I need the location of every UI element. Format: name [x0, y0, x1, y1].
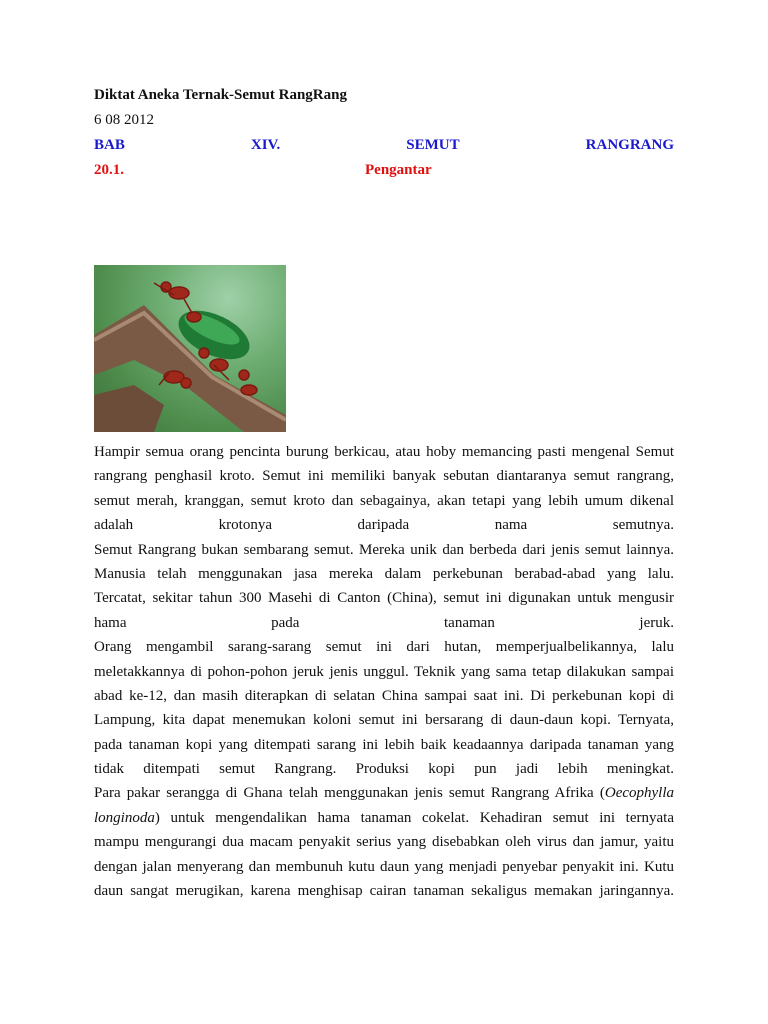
text-line: Semut Rangrang bukan sembarang semut. Mereka unik dan berbeda dari jenis semut lainnya. [94, 541, 674, 558]
text-line [94, 781, 674, 805]
document-date: 6 08 2012 [94, 112, 154, 128]
text-segment: Para pakar serangga di Ghana telah menggunakan jenis semut Rangrang Afrika ( [94, 785, 605, 802]
text-line: adalah krotonya daripada nama semutnya. [94, 517, 674, 534]
text-line: tidak ditempati semut Rangrang. Produksi kopi pun jadi lebih meningkat. [94, 761, 674, 778]
text-line: semut merah, kranggan, semut kroto dan sebagainya, akan tetapi yang lebih umum dikenal [94, 492, 674, 509]
chapter-heading [94, 137, 674, 154]
body-text [94, 440, 674, 903]
text-line: Orang mengambil sarang-sarang semut ini dari hutan, memperjualbelikannya, lalu [94, 639, 674, 656]
document-title: Diktat Aneka Ternak-Semut RangRang [94, 87, 347, 103]
text-line: daun sangat merugikan, karena menghisap cairan tanaman sekaligus memakan jaringannya. [94, 883, 674, 900]
ant-photo [94, 265, 286, 432]
section-number: 20.1. [94, 162, 124, 178]
text-line: mampu mengurangi dua macam penyakit serius yang disebabkan oleh virus dan jamur, yaitu [94, 834, 674, 851]
text-segment: ) untuk mengendalikan hama tanaman cokelat. Kehadiran semut ini ternyata [154, 809, 674, 826]
ant-photo-icon [94, 265, 286, 432]
chapter-word: RANGRANG [585, 137, 674, 153]
text-line: Lampung, kita dapat menemukan koloni semut ini bersarang di daun-daun kopi. Ternyata, [94, 712, 674, 729]
chapter-word: BAB [94, 137, 125, 153]
text-line [94, 806, 674, 830]
text-line: Manusia telah menggunakan jasa mereka dalam perkebunan berabad-abad yang lalu. [94, 565, 674, 582]
species-name: Oecophylla [604, 785, 674, 802]
text-line: meletakkannya di pohon-pohon jeruk jenis unggul. Teknik yang sama tetap dilakukan sampai [94, 663, 674, 680]
text-line: pada tanaman kopi yang ditempati sarang ini lebih baik keadaannya daripada tanaman yang [94, 736, 674, 753]
chapter-word: XIV. [250, 137, 281, 153]
species-name: longinoda [94, 809, 155, 826]
text-line: rangrang penghasil kroto. Semut ini memiliki banyak sebutan diantaranya semut rangrang, [94, 468, 674, 485]
chapter-word: SEMUT [406, 137, 460, 153]
section-title: Pengantar [365, 162, 432, 178]
text-line: Hampir semua orang pencinta burung berkicau, atau hoby memancing pasti mengenal Semut [94, 444, 674, 460]
text-line: hama pada tanaman jeruk. [94, 614, 674, 631]
text-line: dengan jalan menyerang dan membunuh kutu daun yang menjadi penyebar penyakit ini. Kutu [94, 858, 674, 875]
text-line: Tercatat, sekitar tahun 300 Masehi di Canton (China), semut ini digunakan untuk mengusir [94, 590, 674, 607]
text-line: abad ke-12, dan masih diterapkan di selatan China sampai saat ini. Di perkebunan kopi di [94, 687, 674, 704]
